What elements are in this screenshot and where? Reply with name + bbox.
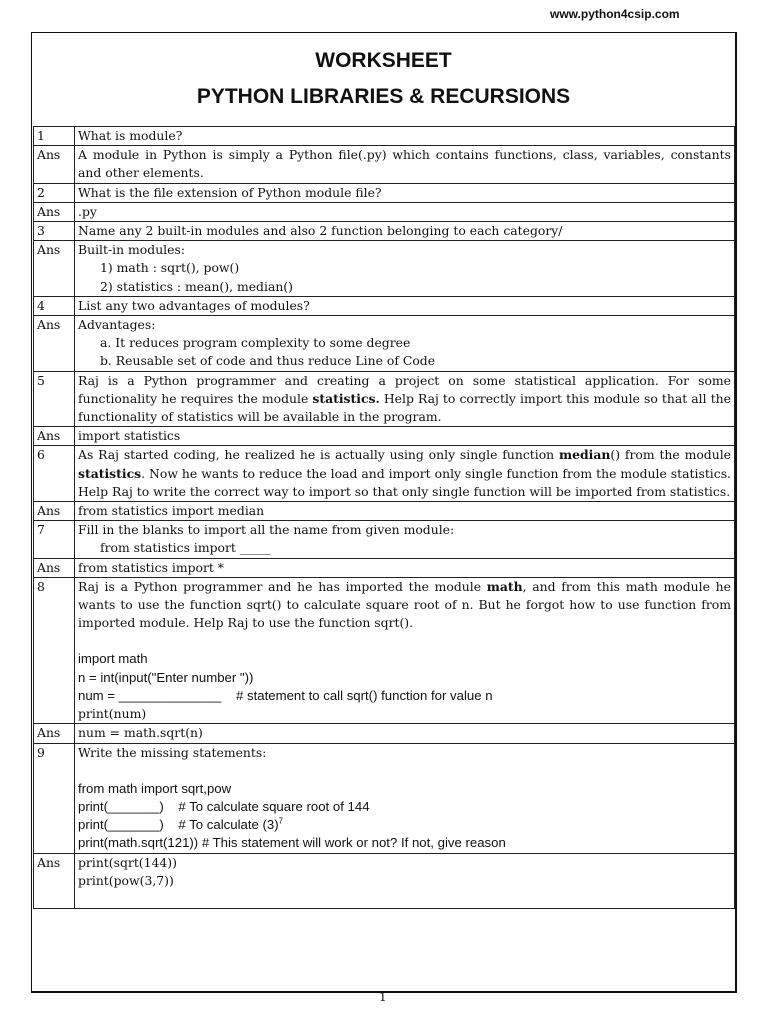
question-cell (75, 577, 735, 723)
blank-line (78, 762, 731, 780)
module-name-bold: statistics (78, 465, 142, 481)
question-text-part: () from the module (610, 447, 731, 463)
title-line-1: WORKSHEET (315, 49, 452, 72)
answer-text: import statistics (75, 427, 735, 446)
row-number: 3 (34, 222, 75, 241)
code-line: from math import sqrt,pow (78, 780, 232, 796)
code-line: print(_______) # To calculate square root of 144 (78, 798, 370, 814)
row-number: 8 (34, 577, 75, 723)
question-text-part: , and from this math module he wants to use the function sqrt() to calculate square root of n. But he forgot how to use function from imported module. Help Raj to use the function sqrt(). (78, 578, 731, 631)
code-text: print(_______) # To calculate (3) (78, 817, 279, 833)
question-row (34, 183, 735, 202)
answer-code-line: print(sqrt(144)) (78, 854, 177, 870)
row-number: 7 (34, 521, 75, 558)
answer-list-item: 1) math : sqrt(), pow() (100, 260, 240, 276)
answer-code-line: print(pow(3,7)) (78, 872, 174, 888)
answer-intro: Built-in modules: (78, 242, 186, 258)
function-name-bold: median (558, 447, 611, 463)
question-text-part: Raj is a Python programmer and he has imported the module (78, 578, 487, 594)
site-url: www.python4csip.com (550, 7, 680, 21)
answer-row (34, 558, 735, 577)
answer-text: .py (75, 202, 735, 221)
row-number: 6 (34, 446, 75, 502)
answer-text: num = math.sqrt(n) (75, 724, 735, 743)
row-number: Ans (34, 558, 75, 577)
question-row (34, 446, 735, 502)
row-number: Ans (34, 241, 75, 297)
answer-cell (75, 316, 735, 372)
answer-row (34, 202, 735, 221)
question-text: What is the file extension of Python module file? (75, 183, 735, 202)
row-number: Ans (34, 724, 75, 743)
answer-text: from statistics import * (75, 558, 735, 577)
question-text: Fill in the blanks to import all the name from given module: (78, 522, 455, 538)
code-line (78, 816, 731, 834)
row-number: 5 (34, 371, 75, 427)
answer-list-item: a. It reduces program complexity to some degree (100, 335, 411, 351)
row-number: Ans (34, 502, 75, 521)
question-text: What is module? (75, 127, 735, 146)
code-line: num = ______________ # statement to call sqrt() function for value n (78, 687, 493, 703)
question-row (34, 296, 735, 315)
row-number: Ans (34, 427, 75, 446)
answer-text: A module in Python is simply a Python file(.py) which contains functions, class, variables, constants and other elements. (75, 146, 735, 183)
code-line: import math (78, 651, 148, 667)
question-text-part: As Raj started coding, he realized he is actually using only single function (78, 447, 559, 463)
answer-row (34, 316, 735, 372)
question-row (34, 371, 735, 427)
question-row (34, 127, 735, 146)
answer-row (34, 427, 735, 446)
question-text: Name any 2 built-in modules and also 2 function belonging to each category/ (75, 222, 735, 241)
row-number: 2 (34, 183, 75, 202)
question-text-part: Help Raj to correctly import this module so that all the functionality of statistics will be available in the program. (78, 390, 731, 425)
module-name-bold: math (486, 578, 523, 594)
row-number: 1 (34, 127, 75, 146)
question-text: Write the missing statements: (78, 744, 267, 760)
question-row (34, 222, 735, 241)
answer-row (34, 502, 735, 521)
answer-intro: Advantages: (78, 317, 156, 333)
superscript-exponent: 7 (278, 816, 284, 826)
worksheet-title (32, 43, 735, 115)
code-line: print(num) (78, 706, 147, 722)
question-row (34, 577, 735, 723)
row-number: Ans (34, 853, 75, 908)
answer-row (34, 724, 735, 743)
question-text-part: Raj is a Python programmer and creating a project on some statistical application. For some functionality he requires the module (78, 372, 731, 406)
blank-line (78, 632, 731, 650)
question-text (75, 446, 735, 502)
question-cell (75, 521, 735, 558)
answer-list-item: b. Reusable set of code and thus reduce Line of Code (100, 353, 436, 369)
answer-row (34, 853, 735, 908)
row-number: 9 (34, 743, 75, 853)
code-line: n = int(input("Enter number ")) (78, 669, 254, 685)
answer-list-item: 2) statistics : mean(), median() (100, 278, 293, 294)
question-answer-table (33, 126, 735, 909)
answer-row (34, 146, 735, 183)
code-line: from statistics import _____ (100, 540, 271, 556)
row-number: Ans (34, 202, 75, 221)
question-row (34, 521, 735, 558)
question-cell (75, 743, 735, 853)
blank-line (78, 890, 731, 908)
question-row (34, 743, 735, 853)
row-number: 4 (34, 296, 75, 315)
row-number: Ans (34, 316, 75, 372)
question-text-part: . Now he wants to reduce the load and import only single function from the module statistics. Help Raj to write the correct way to import so that only single function will be imported from statistics. (78, 465, 731, 499)
answer-cell (75, 853, 735, 908)
row-number: Ans (34, 146, 75, 183)
module-name-bold: statistics. (312, 390, 380, 406)
page-number: 1 (379, 990, 387, 1004)
worksheet-page (31, 32, 737, 993)
question-text: List any two advantages of modules? (75, 296, 735, 315)
answer-cell (75, 241, 735, 297)
answer-row (34, 241, 735, 297)
answer-text: from statistics import median (75, 502, 735, 521)
code-line: print(math.sqrt(121)) # This statement will work or not? If not, give reason (78, 835, 506, 851)
question-text (75, 371, 735, 427)
title-line-2: PYTHON LIBRARIES & RECURSIONS (196, 85, 571, 108)
question-text (78, 578, 731, 633)
